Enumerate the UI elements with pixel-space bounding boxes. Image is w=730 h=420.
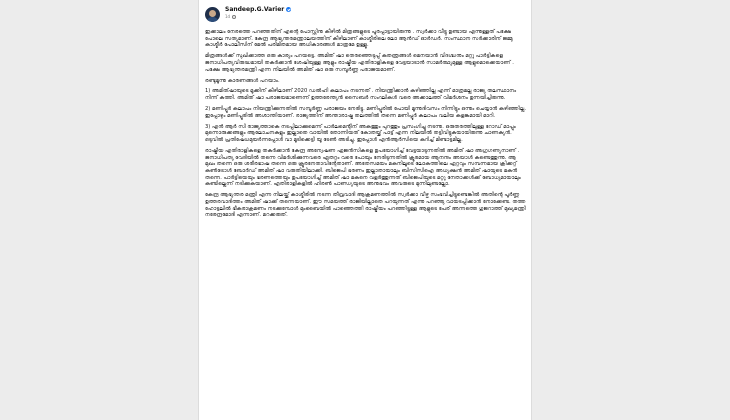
avatar[interactable] — [205, 7, 220, 22]
post-paragraph: 3) എൻ ആർ സി രാജ്യത്താകെ നടപ്പിലാക്കുമെന്ന് പാർലമെന്റിന് അകത്തും പുറത്തും പ്രസംഗിച്ചു നടന്നു. ഒരുതരത്തിലുള്ള റോഡ് മാപ്പും മുന്നൊരുക്കങ്ങളും ആലോചനകളും ഇല്ലാതെ വായിൽ തോന്നിയത് കോതയ്ക്ക് പാട്ട് എന്ന നിലയിൽ തട്ടിവിട്ടുകയായിരുന്നു ചാണക്യൻ. ഒടുവിൽ പ്രതിഷേധമുയർന്നപ്പോൾ വാ മൂടിക്കെട്ടി യൂ ടേൺ അടിച്ചു. ഇപ്പോൾ എൻആർസിയെ കുറിച്ച് മിണ്ടാട്ടമില്ല. — [205, 123, 516, 144]
post-paragraph: രാഷ്ട്രീയ എതിരാളികളെ തകർക്കാൻ കേന്ദ്ര അന്വേഷണ ഏജൻസികളെ ഉപയോഗിച്ച് വേട്ടയാടുന്നതിൽ അമിത് ഷാ അഗ്രഗണ്യനാണ് . ജനാധിപത്യ വേദിയിൽ തന്നെ വിമർശിക്കുന്നവരെ ഏതറ്റം വരെ പോയും നേരിടുന്നതിൽ ക്രൂരമായ ആനന്ദം അയാൾ കണ്ടെത്തുന്നു. ആ മുഖം തന്നെ ഒരു ശരീരഭാഷ തന്നെ ഒരു ക്രൂരനേതാവിന്റേതാണ്. അതേസമയം മകനിലൂടെ ലോകത്തിലെ ഏറ്റവും സമ്പന്നമായ ക്രിക്കറ്റ് കൺട്രോൾ ബോർഡ് അമിത് ഷാ വരുതിയിലാക്കി. ബിജെപി ഭരണം ഇല്ലാതായാലും ബിസിസിഐ അധ്യക്ഷൻ അമിത് ഷായുടെ മകൻ തന്നെ. പാർട്ടിയെയും ഭരണത്തെയും ഉപയോഗിച്ച് അമിത് ഷാ മകനെ വളർത്തുന്നത് ബിജെപിയുടെ മറ്റു നേതാക്കൾക്ക് ബോധ്യമായാലും കണ്ടില്ലെന്ന് നടിക്കുകയാണ്. എതിരാളികളിൽ ഹിരൺ പാണ്ഡ്യയുടെ അനുഭവം അവരുടെ മുന്നിലുണ്ടല്ലോ. — [205, 147, 521, 188]
author-meta — [225, 6, 291, 19]
author-row — [225, 6, 291, 13]
post-paragraph: രണ്ടുമൂന്നു കാരണങ്ങൾ പറയാം. — [205, 77, 280, 84]
post-body — [205, 29, 527, 223]
post-paragraph: 1) അമിത്ഷായുടെ മൂക്കിന് കീഴിലാണ് 2020 ഡൽഹി കലാപം നടന്നത് . നിയന്ത്രിക്കാൻ കഴിഞ്ഞില്ല എന്ന് മാത്രമല്ല രാജ്യ തലസ്ഥാനം നിന്ന് കത്തി. അമിത് ഷാ പരാജയമാണെന്ന് ഉത്തരേന്ത്യൻ സൈബർ സംഘികൾ വരെ അക്കാലത്ത് വിമർശനം ഉന്നയിച്ചിരുന്നു. — [205, 88, 517, 102]
post-paragraph: കേന്ദ്ര ആഭ്യന്തര മന്ത്രി എന്ന നിലയ്ക്ക് കാശ്മീരിൽ നടന്ന തീവ്രവാദി ആക്രമണത്തിൽ സ്വർക്കാ വീഴ്ച സംഭവിച്ചിട്ടുണ്ടെങ്കിൽ അതിന്റെ പൂർണ്ണ ഉത്തരവാദിത്തം അമിത് ഷാക്ക് തന്നെയാണ്. ഈ സമയത്ത് രാജിയില്ലാതെ പറയുന്നത് എന്നു പറഞ്ഞു വായടപ്പിക്കാൻ നോക്കേണ്ട. തത്ത ഹോട്ടലിൽ ഭീകരാക്രമണം നടക്കുമ്പോൾ മുംബൈയിൽ പാഞ്ഞെത്തി രാഷ്ട്രീയം പറഞ്ഞിട്ടുള്ള ആളുടെ പേര് അന്നത്തെ ഗുജറാത്ത് മുഖ്യമന്ത്രി നരേന്ദ്രമോദി എന്നാണ്. മറക്കരുത്. — [205, 192, 526, 219]
post-header — [205, 6, 291, 28]
post-paragraph: 2) മണിപ്പൂർ കലാപം നിയന്ത്രിക്കുന്നതിൽ സമ്പൂർണ്ണ പരാജയം നേരിട്ടു. മണിപ്പൂരിൽ പോയി മൂന്നുദിവസം നിന്നിട്ടും ഒന്നും ചെയ്യാൻ കഴിഞ്ഞില്ല. ഇപ്പോഴും മണിപ്പൂരിൽ അശാന്തിയാണ്. രാജ്യത്തിന് അന്താരാഷ്ട്ര തലത്തിൽ തന്നെ മണിപ്പൂർ കലാപം വലിയ കളങ്കമായി മാറി. — [205, 106, 526, 119]
post-paragraph: ഇക്കാലം നേരത്തെ പറഞ്ഞതിന് എന്റെ പോസ്റ്റിനു കീഴിൽ മിത്രങ്ങളുടെ പൂരപ്പാട്ടായിരുന്നു . സ്വർക്കാ വീട്ടു ഉണ്ടായ എന്നുള്ളത് പക്ഷേ പോലെ സത്യമാണ്. കേന്ദ്ര ആഭ്യന്തരമന്ത്രാലയത്തിന് കീഴിലാണ് കാശ്മീരിലെ ലോ ആൻഡ് ഓർഡർ. സംസ്ഥാന സർക്കാരിന് ജമ്മു കാശ്മീർ പോലീസിന് മേൽ പരിമിതമായ അധികാരങ്ങൾ മാത്രമേ ഉള്ളൂ. — [205, 29, 513, 49]
verified-badge-icon — [286, 7, 291, 12]
facebook-post-card — [198, 0, 532, 420]
post-paragraph: മിത്രങ്ങൾക്ക് സുഖിക്കാത്ത ഒരു കാര്യം പറയട്ടെ. അമിത് ഷാ തെരഞ്ഞെടുപ്പ് കുതന്ത്രങ്ങൾ മെനയാൻ വിദഗ്ദ്ധനും മറ്റു പാർട്ടികളെ ജനാധിപത്യവിരുദ്ധമായി തകർക്കാൻ ശേഷിയുള്ള ആളും രാഷ്ട്രീയ എതിരാളികളെ വേട്ടയാടാൻ സാമർത്ഥ്യമുള്ള ആളുമൊക്കെയാണ് . പക്ഷേ ആഭ്യന്തരമന്ത്രി എന്ന നിലയിൽ അമിത് ഷാ ഒരു സമ്പൂർണ്ണ പരാജയമാണ്. — [205, 53, 514, 73]
post-timestamp[interactable]: 1d — [225, 14, 231, 19]
globe-icon — [232, 15, 236, 19]
author-name[interactable]: Sandeep.G.Varier — [225, 6, 285, 13]
timestamp-row — [225, 14, 291, 19]
